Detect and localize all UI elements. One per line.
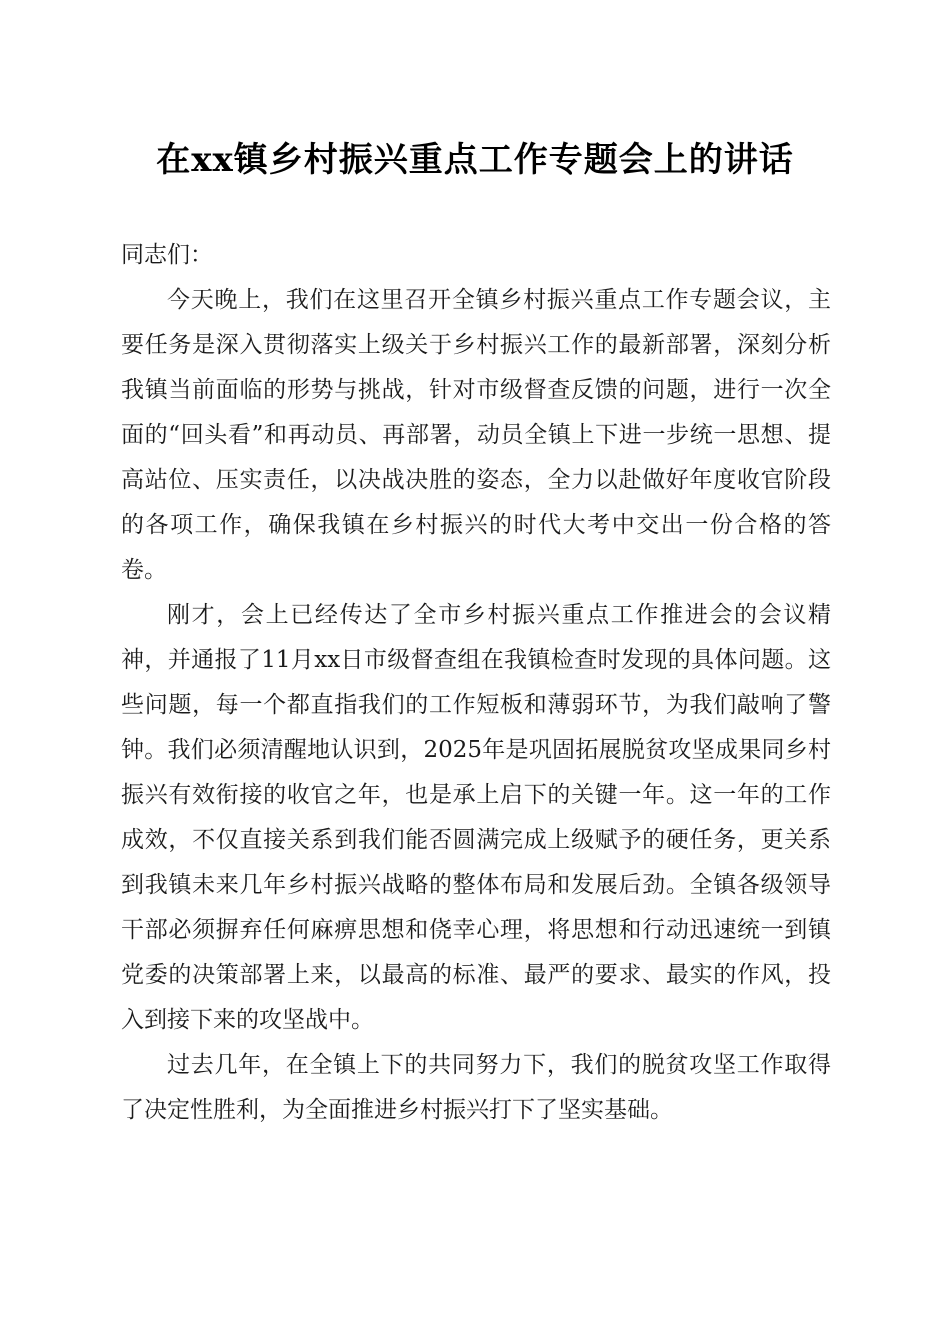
salutation: 同志们： xyxy=(121,242,213,268)
paragraph: 过去几年，在全镇上下的共同努力下，我们的脱贫攻坚工作取得了决定性胜利，为全面推进乡村振兴打下了坚实基础。 xyxy=(121,1052,831,1123)
paragraph: 今天晚上，我们在这里召开全镇乡村振兴重点工作专题会议，主要任务是深入贯彻落实上级关于乡村振兴工作的最新部署，深刻分析我镇当前面临的形势与挑战，针对市级督查反馈的问题，进行一次全面的“回头看”和再动员、再部署，动员全镇上下进一步统一思想、提高站位、压实责任，以决战决胜的姿态，全力以赴做好年度收官阶段的各项工作，确保我镇在乡村振兴的时代大考中交出一份合格的答卷。 xyxy=(121,287,831,583)
document-title: 在xx镇乡村振兴重点工作专题会上的讲话 xyxy=(156,140,794,180)
document-body xyxy=(121,233,831,1133)
paragraph: 刚才，会上已经传达了全市乡村振兴重点工作推进会的会议精神，并通报了11月xx日市级督查组在我镇检查时发现的具体问题。这些问题，每一个都直指我们的工作短板和薄弱环节，为我们敲响了警钟。我们必须清醒地认识到，2025年是巩固拓展脱贫攻坚成果同乡村振兴有效衔接的收官之年，也是承上启下的关键一年。这一年的工作成效，不仅直接关系到我们能否圆满完成上级赋予的硬任务，更关系到我镇未来几年乡村振兴战略的整体布局和发展后劲。全镇各级领导干部必须摒弃任何麻痹思想和侥幸心理，将思想和行动迅速统一到镇党委的决策部署上来，以最高的标准、最严的要求、最实的作风，投入到接下来的攻坚战中。 xyxy=(121,602,831,1033)
